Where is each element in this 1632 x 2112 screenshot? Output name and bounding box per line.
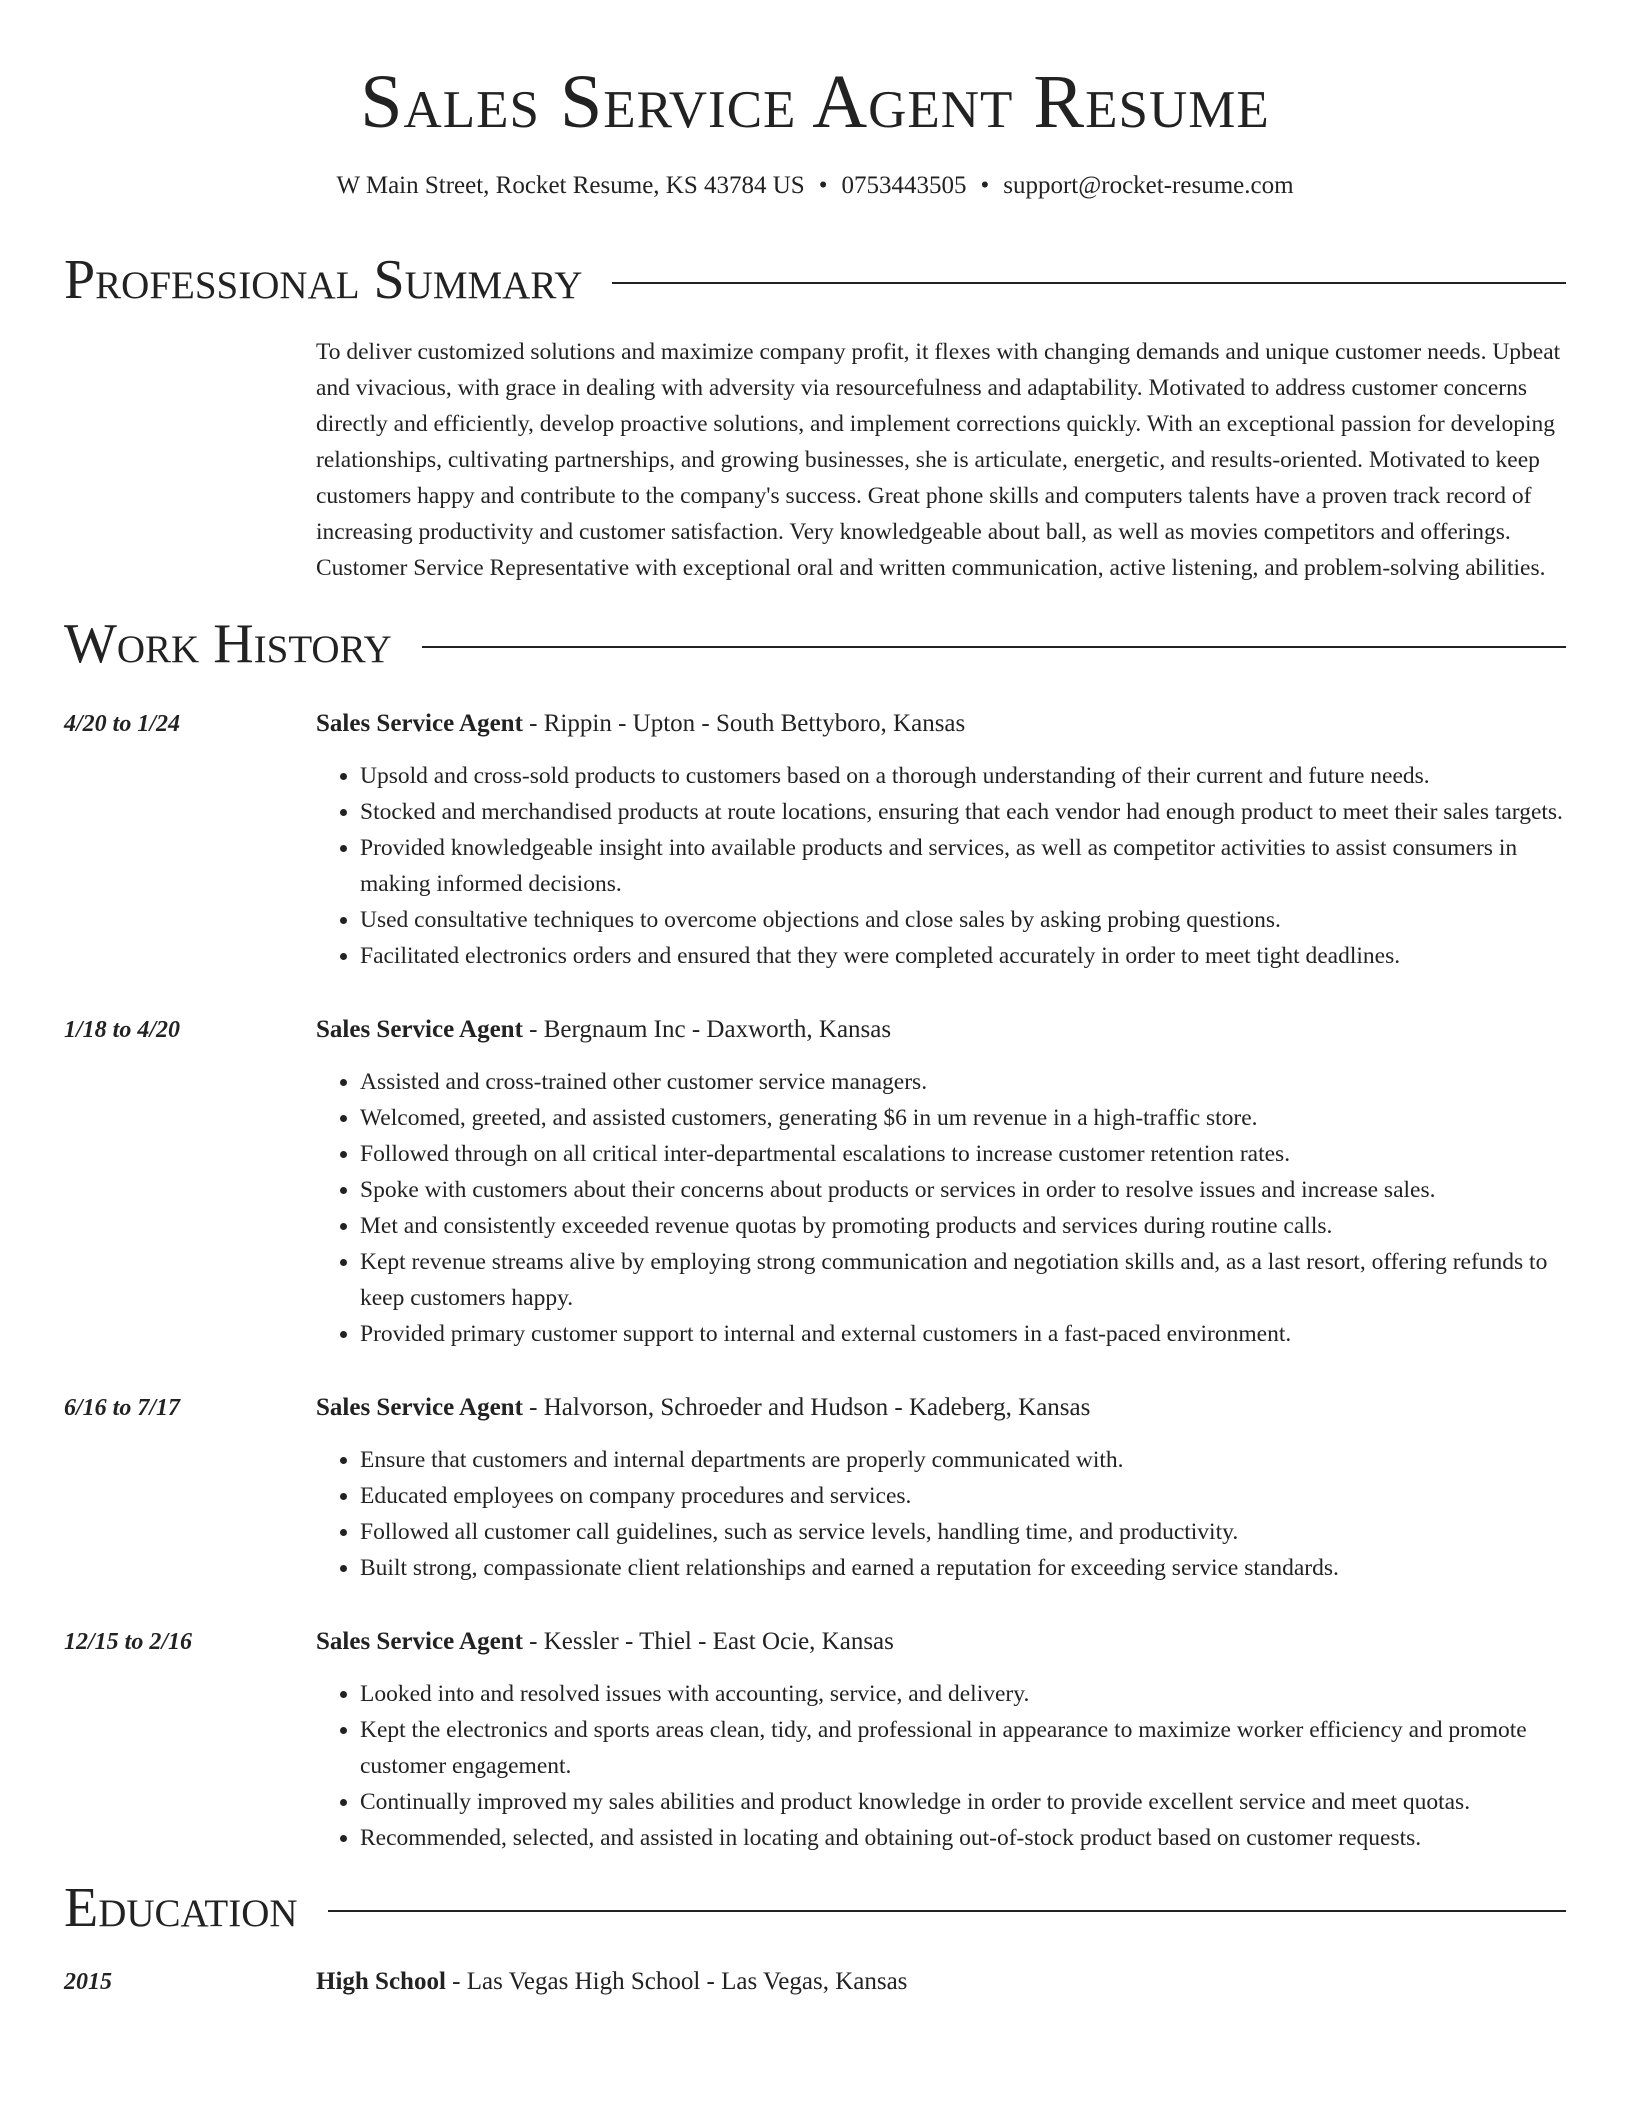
job-bullets: [316, 1064, 1566, 1352]
section-divider: [328, 1910, 1566, 1912]
job-bullet: • Recommended, selected, and assisted in locating and obtaining out-of-stock product based on customer requests.: [360, 1820, 1566, 1856]
job-bullet: • Welcomed, greeted, and assisted customers, generating $6 in um revenue in a high-traffic store.: [360, 1100, 1566, 1136]
job-title: Sales Service Agent: [316, 710, 523, 737]
education-heading: Education: [64, 1877, 298, 1939]
job-dates: 4/20 to 1/24: [64, 711, 181, 737]
job-details: [316, 1014, 1566, 1352]
job-employer: - Kessler - Thiel - East Ocie, Kansas: [522, 1628, 894, 1655]
job-entry: [64, 1392, 1566, 1586]
job-bullet: • Kept the electronics and sports areas clean, tidy, and professional in appearance to maximize worker efficiency and promote customer engagement.: [360, 1712, 1566, 1784]
job-bullets: [316, 1442, 1566, 1586]
job-employer: - Bergnaum Inc - Daxworth, Kansas: [522, 1016, 892, 1043]
education-school: - Las Vegas High School - Las Vegas, Kansas: [445, 1968, 908, 1995]
contact-separator: •: [980, 172, 990, 199]
job-details: [316, 1392, 1566, 1586]
job-title: Sales Service Agent: [316, 1016, 523, 1043]
job-bullet: • Spoke with customers about their concerns about products or services in order to resolve issues and increase sales.: [360, 1172, 1566, 1208]
job-entry: [64, 1014, 1566, 1352]
summary-section-header: [64, 248, 1566, 312]
job-bullets: [316, 758, 1566, 974]
contact-line: [64, 170, 1566, 202]
job-employer: - Rippin - Upton - South Bettyboro, Kansas: [522, 710, 966, 737]
section-divider: [612, 282, 1566, 284]
education-degree: High School: [316, 1968, 446, 1995]
job-bullet: • Used consultative techniques to overcome objections and close sales by asking probing questions.: [360, 902, 1566, 938]
job-entry: [64, 1626, 1566, 1856]
job-heading: [316, 1014, 1566, 1046]
job-heading: [316, 708, 1566, 740]
summary-heading: Professional Summary: [64, 249, 583, 311]
job-bullet: • Kept revenue streams alive by employing strong communication and negotiation skills and, as a last resort, offering refunds to keep customers happy.: [360, 1244, 1566, 1316]
job-bullet: • Upsold and cross-sold products to customers based on a thorough understanding of their current and future needs.: [360, 758, 1566, 794]
summary-text: To deliver customized solutions and maximize company profit, it flexes with changing demands and unique customer needs. Upbeat and vivacious, with grace in dealing with adversity via resourcefulness and adaptability. Motivated to address customer concerns directly and efficiently, develop proactive solutions, and implement corrections quickly. With an exceptional passion for developing relationships, cultivating partnerships, and growing businesses, she is articulate, energetic, and results-oriented. Motivated to keep customers happy and contribute to the company's success. Great phone skills and computers talents have a proven track record of increasing productivity and customer satisfaction. Very knowledgeable about ball, as well as movies competitors and offerings. Customer Service Representative with exceptional oral and written communication, active listening, and problem-solving abilities.: [316, 339, 1561, 581]
job-details: [316, 708, 1566, 974]
job-bullet: • Followed through on all critical inter-departmental escalations to increase customer retention rates.: [360, 1136, 1566, 1172]
education-section-header: [64, 1876, 1566, 1940]
job-bullet: • Provided knowledgeable insight into available products and services, as well as competitor activities to assist consumers in making informed decisions.: [360, 830, 1566, 902]
job-dates: 12/15 to 2/16: [64, 1629, 193, 1655]
contact-address: W Main Street, Rocket Resume, KS 43784 US: [336, 172, 805, 199]
work-heading: Work History: [64, 613, 392, 675]
job-bullet: • Facilitated electronics orders and ensured that they were completed accurately in order to meet tight deadlines.: [360, 938, 1566, 974]
job-bullet: • Built strong, compassionate client relationships and earned a reputation for exceeding service standards.: [360, 1550, 1566, 1586]
job-dates: 6/16 to 7/17: [64, 1395, 181, 1421]
job-bullet: • Followed all customer call guidelines, such as service levels, handling time, and productivity.: [360, 1514, 1566, 1550]
job-bullet: • Provided primary customer support to internal and external customers in a fast-paced environment.: [360, 1316, 1566, 1352]
section-divider: [422, 646, 1566, 648]
education-details: [316, 1966, 1566, 1998]
job-heading: [316, 1626, 1566, 1658]
job-bullet: • Met and consistently exceeded revenue quotas by promoting products and services during routine calls.: [360, 1208, 1566, 1244]
job-bullets: [316, 1676, 1566, 1856]
contact-separator: •: [818, 172, 828, 199]
job-dates: 1/18 to 4/20: [64, 1017, 181, 1043]
contact-email: support@rocket-resume.com: [1003, 172, 1294, 199]
job-title: Sales Service Agent: [316, 1394, 523, 1421]
job-bullet: • Ensure that customers and internal departments are properly communicated with.: [360, 1442, 1566, 1478]
job-bullet: • Stocked and merchandised products at route locations, ensuring that each vendor had enough product to meet their sales targets.: [360, 794, 1566, 830]
education-entry: [64, 1966, 1566, 1998]
work-section-header: [64, 612, 1566, 676]
job-details: [316, 1626, 1566, 1856]
education-heading-line: [316, 1966, 1566, 1998]
job-bullet: • Assisted and cross-trained other customer service managers.: [360, 1064, 1566, 1100]
job-title: Sales Service Agent: [316, 1628, 523, 1655]
job-heading: [316, 1392, 1566, 1424]
job-employer: - Halvorson, Schroeder and Hudson - Kadeberg, Kansas: [522, 1394, 1091, 1421]
job-bullet: • Looked into and resolved issues with accounting, service, and delivery.: [360, 1676, 1566, 1712]
job-bullet: • Continually improved my sales abilities and product knowledge in order to provide excellent service and meet quotas.: [360, 1784, 1566, 1820]
contact-phone: 0753443505: [841, 172, 967, 199]
education-dates: 2015: [64, 1969, 112, 1995]
job-entry: [64, 708, 1566, 974]
job-bullet: • Educated employees on company procedures and services.: [360, 1478, 1566, 1514]
resume-title: Sales Service Agent Resume: [360, 60, 1270, 144]
